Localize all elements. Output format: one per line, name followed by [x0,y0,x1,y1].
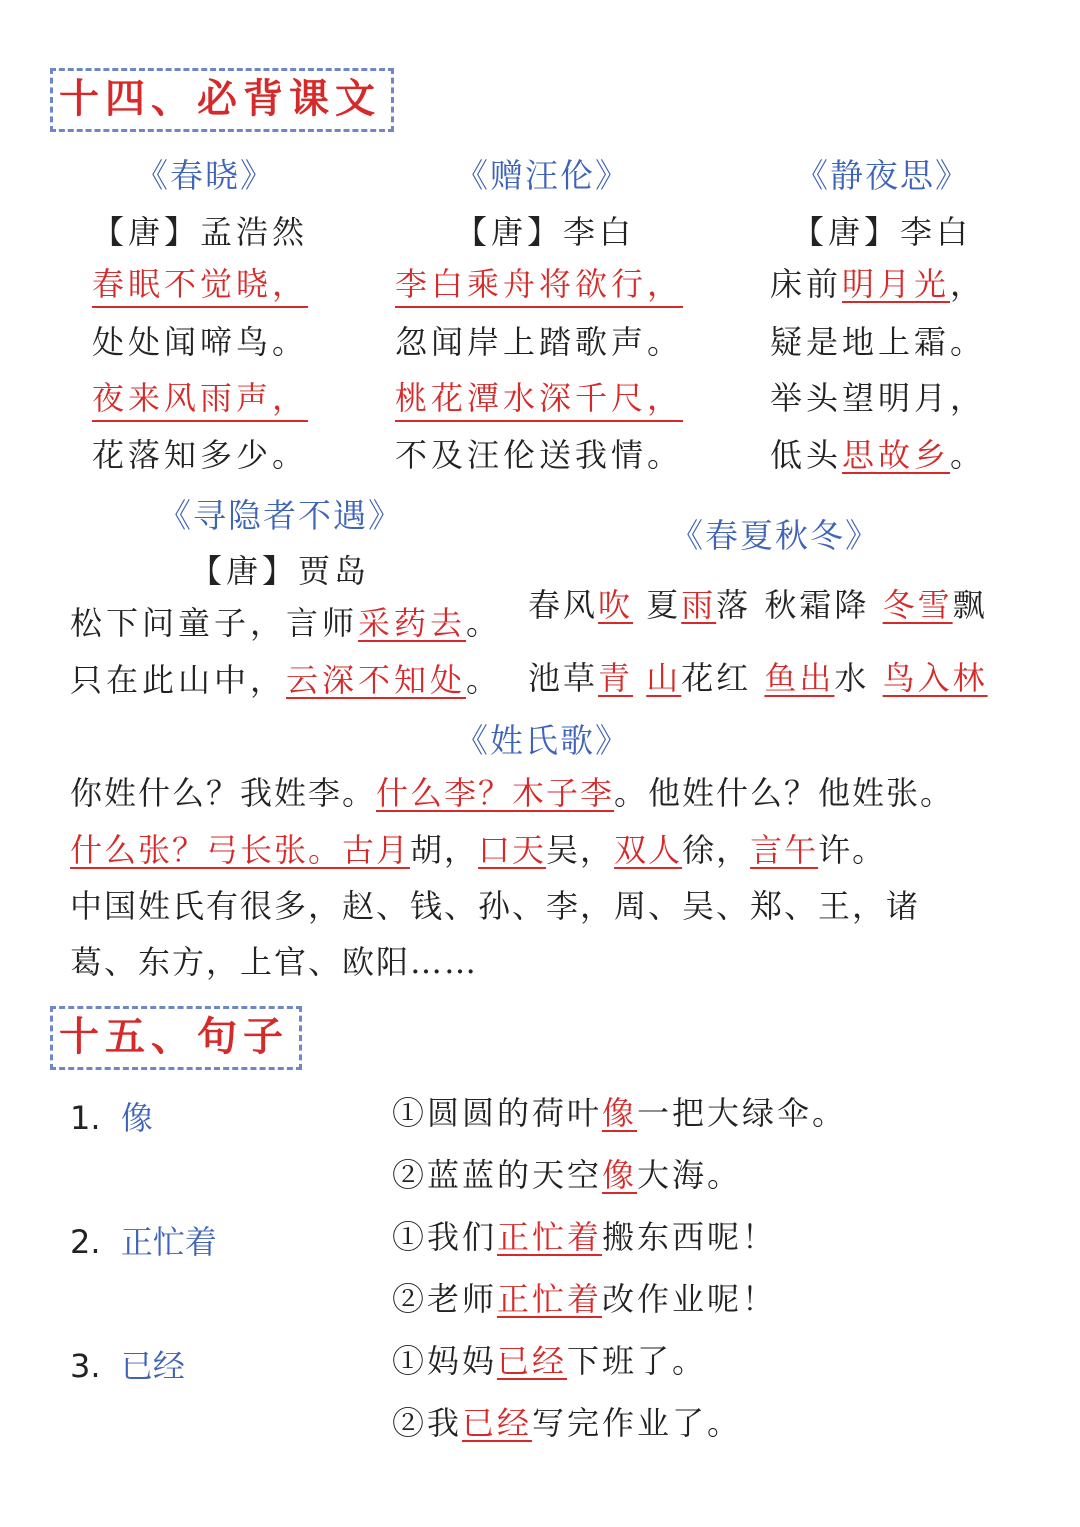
poem-line: 中国姓氏有很多，赵、钱、孙、李，周、吴、郑、王，诸 [70,887,921,925]
poem-title-xingshige: 《姓氏歌》 [455,721,630,760]
sentence-example: ②老师正忙着改作业呢！ [392,1280,778,1318]
poem-line: 处处闻啼鸟。 [92,323,309,361]
poem-line: 床前明月光， [770,265,987,303]
section-15-title: 十五、句子 [50,1006,302,1070]
sentence-item-2-label: 2. 正忙着 [70,1223,217,1261]
sentence-item-1-label: 1. 像 [70,1099,153,1137]
section-14-title: 十四、必背课文 [50,68,394,132]
poem-title-chunxiao: 《春晓》 [135,156,275,195]
poem-line: 春眠不觉晓， [92,264,308,308]
poem-line: 葛、东方，上官、欧阳…… [70,943,479,981]
poem-line: 什么张？弓长张。古月胡，口天吴，双人徐，言午许。 [70,831,887,869]
poem-line: 夜来风雨声， [92,378,308,422]
poem-title-chunxiaqiudong: 《春夏秋冬》 [670,516,880,555]
sentence-example: ①我们正忙着搬东西呢！ [392,1218,778,1256]
sentence-example: ①妈妈已经下班了。 [392,1342,708,1380]
poem-title-jingyesi: 《静夜思》 [795,156,970,195]
poem-line: 松下问童子，言师采药去。 [70,604,503,642]
poem-author-chunxiao: 【唐】孟浩然 [92,213,309,251]
poem-line: 春风吹 夏雨落 秋霜降 冬雪飘 [528,586,988,624]
poem-title-zengwanglun: 《赠汪伦》 [455,156,630,195]
poem-line: 举头望明月， [770,379,987,417]
sentence-item-3-label: 3. 已经 [70,1347,185,1385]
poem-line: 桃花潭水深千尺， [395,378,683,422]
sentence-example: ①圆圆的荷叶像一把大绿伞。 [392,1094,848,1132]
poem-line: 你姓什么？我姓李。什么李？木子李。他姓什么？他姓张。 [70,774,955,812]
poem-line: 花落知多少。 [92,436,309,474]
poem-title-xunyin: 《寻隐者不遇》 [158,496,403,535]
poem-author-jingyesi: 【唐】李白 [792,213,973,251]
poem-author-xunyin: 【唐】贾岛 [190,552,371,590]
sentence-example: ②我已经写完作业了。 [392,1404,743,1442]
poem-line: 李白乘舟将欲行， [395,264,683,308]
poem-line: 只在此山中，云深不知处。 [70,661,503,699]
sentence-example: ②蓝蓝的天空像大海。 [392,1156,743,1194]
poem-line: 疑是地上霜。 [770,323,987,361]
poem-line: 低头思故乡。 [770,436,987,474]
poem-line: 忽闻岸上踏歌声。 [395,323,684,361]
poem-line: 不及汪伦送我情。 [395,436,684,474]
poem-author-zengwanglun: 【唐】李白 [455,213,636,251]
poem-line: 池草青 山花红 鱼出水 鸟入林 [528,659,988,697]
